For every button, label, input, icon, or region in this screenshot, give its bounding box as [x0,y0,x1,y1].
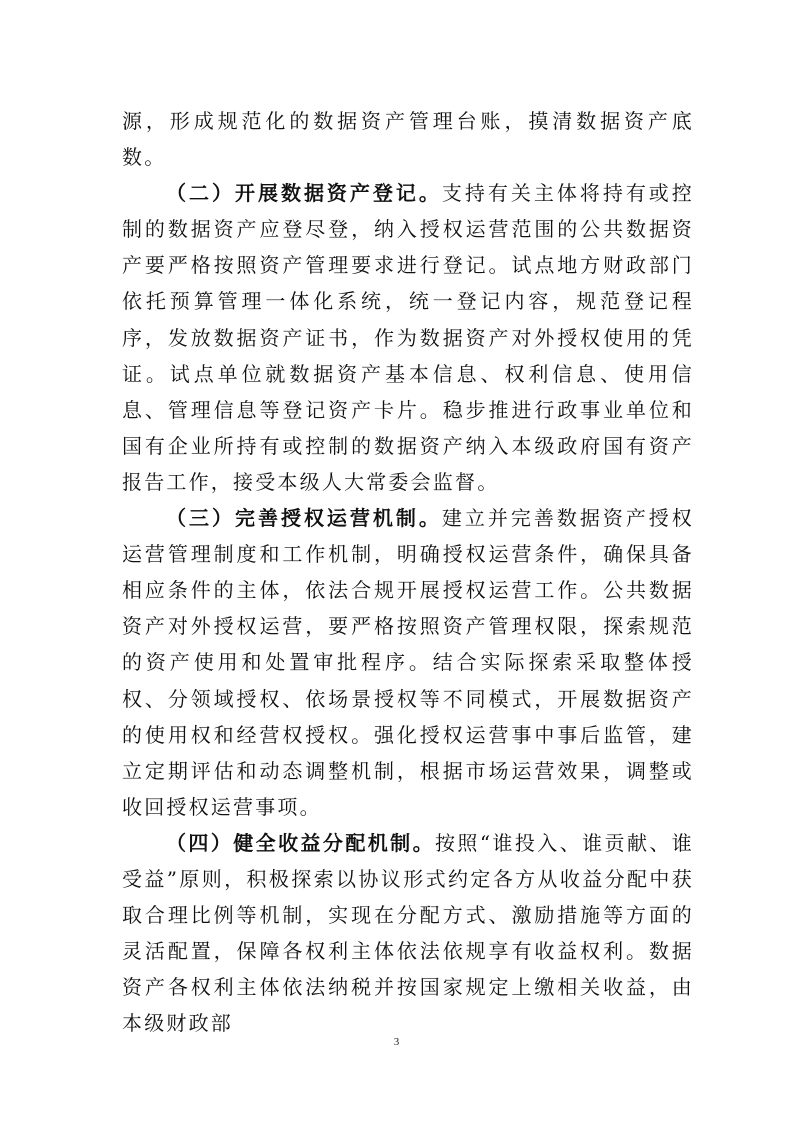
paragraph-continuation [122,103,694,175]
page-number: 3 [393,1036,400,1048]
paragraph-text: 支持有关主体将持有或控制的数据资产应登尽登，纳入授权运营范围的公共数据资产要严格按照资产管理要求进行登记。试点地方财政部门依托预算管理一体化系统，统一登记内容，规范登记程序，发放数据资产证书，作为数据资产对外授权使用的凭证。试点单位就数据资产基本信息、权利信息、使用信息、管理信息等登记资产卡片。稳步推进行政事业单位和国有企业所持有或控制的数据资产纳入本级政府国有资产报告工作，接受本级人大常委会监督。 [122,181,694,494]
paragraph-heading: （二）开展数据资产登记。 [166,181,442,206]
paragraph-authorized-operation [122,500,694,825]
paragraph-heading: （四）健全收益分配机制。 [166,830,435,855]
body-text [122,103,694,1041]
paragraph-heading: （三）完善授权运营机制。 [166,506,442,531]
paragraph-data-asset-registration [122,175,694,500]
paragraph-text: 按照“谁投入、谁贡献、谁受益”原则，积极探索以协议形式约定各方从收益分配中获取合理比例等机制，实现在分配方式、激励措施等方面的灵活配置，保障各权利主体依法依规享有收益权利。数据资产各权利主体依法纳税并按国家规定上缴相关收益，由本级财政部 [122,830,695,1036]
paragraph-text: 源，形成规范化的数据资产管理台账，摸清数据资产底数。 [122,109,694,170]
paragraph-text: 建立并完善数据资产授权运营管理制度和工作机制，明确授权运营条件，确保具备相应条件的主体，依法合规开展授权运营工作。公共数据资产对外授权运营，要严格按照资产管理权限，探索规范的资产使用和处置审批程序。结合实际探索采取整体授权、分领域授权、依场景授权等不同模式，开展数据资产的使用权和经营权授权。强化授权运营事中事后监管，建立定期评估和动态调整机制，根据市场运营效果，调整或收回授权运营事项。 [122,506,694,819]
paragraph-revenue-distribution [122,825,694,1042]
